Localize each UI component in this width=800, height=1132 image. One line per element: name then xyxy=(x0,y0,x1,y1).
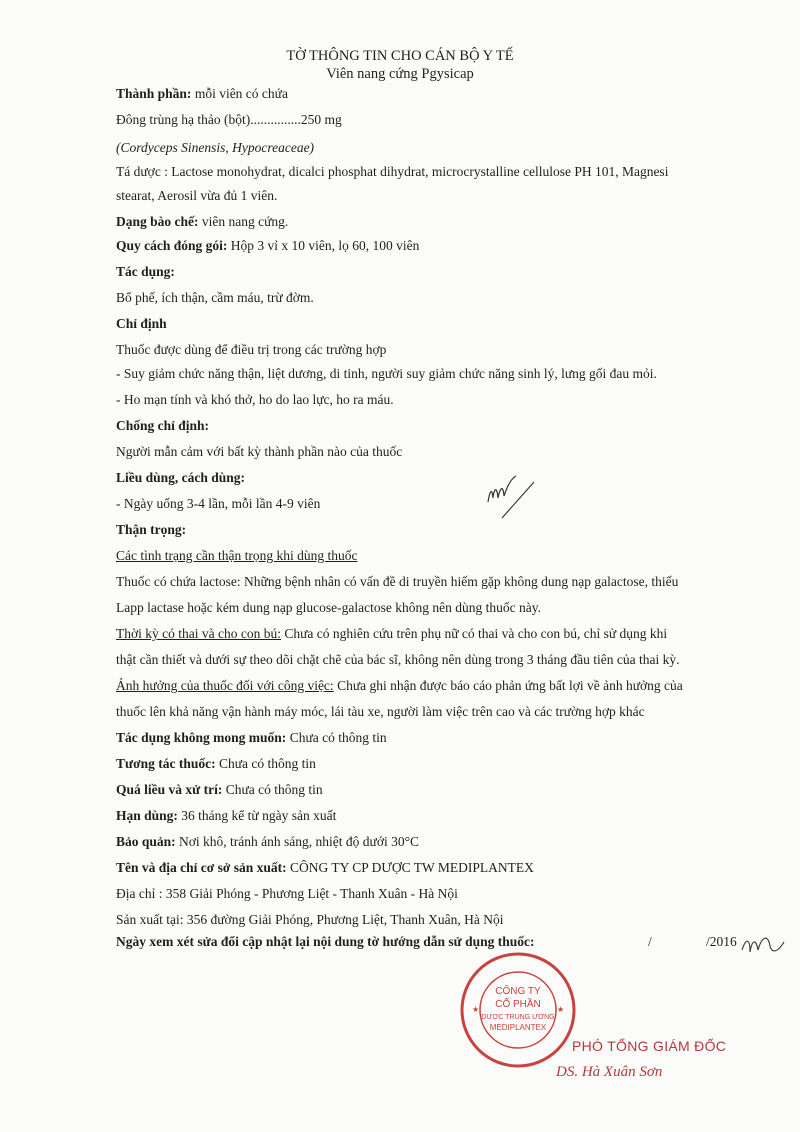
document-line xyxy=(116,886,458,902)
document-line xyxy=(116,392,394,408)
document-line xyxy=(116,86,288,102)
line-text: - Ngày uống 3-4 lần, mỗi lần 4-9 viên xyxy=(116,496,321,511)
stamp-line-1: CÔNG TY xyxy=(495,986,541,997)
document-line xyxy=(116,782,323,798)
line-bold-label: Tên và địa chỉ cơ sở sản xuất: xyxy=(116,860,287,875)
document-line xyxy=(116,860,534,876)
line-bold-label: Tác dụng không mong muốn: xyxy=(116,730,287,745)
line-text: Bổ phế, ích thận, cầm máu, trừ đờm. xyxy=(116,290,314,305)
line-bold-label: Chống chỉ định: xyxy=(116,418,210,433)
line-text: Chưa ghi nhận được báo cáo phản ứng bất lợi về ảnh hưởng của xyxy=(333,678,683,693)
line-text: thuốc lên khả năng vận hành máy móc, lái tàu xe, người làm việc trên cao và các trường hợp khác xyxy=(116,704,645,719)
line-bold-label: Ngày xem xét sửa đổi cập nhật lại nội dung tờ hướng dẫn sử dụng thuốc: xyxy=(116,934,535,949)
document-line xyxy=(116,112,342,128)
line-text: Người mẫn cảm với bất kỳ thành phần nào của thuốc xyxy=(116,444,403,459)
line-text: CÔNG TY CP DƯỢC TW MEDIPLANTEX xyxy=(286,860,534,875)
document-line xyxy=(116,164,668,180)
document-line xyxy=(116,290,314,306)
line-text: Chưa có nghiên cứu trên phụ nữ có thai và cho con bú, chỉ sử dụng khi xyxy=(280,626,668,641)
document-line xyxy=(116,418,209,434)
line-underlined-label: Các tình trạng cần thận trọng khi dùng thuốc xyxy=(116,548,358,563)
line-text: viên nang cứng. xyxy=(198,214,289,229)
line-text: Địa chỉ : 358 Giải Phóng - Phương Liệt - Thanh Xuân - Hà Nội xyxy=(116,886,458,901)
line-text: Thuốc có chứa lactose: Những bệnh nhân có vấn đề di truyền hiếm gặp không dung nạp galactose, thiếu xyxy=(116,574,679,589)
line-bold-label: Liều dùng, cách dùng: xyxy=(116,470,246,485)
company-stamp xyxy=(458,950,578,1070)
svg-text:★: ★ xyxy=(472,1005,480,1014)
document-line xyxy=(116,470,245,486)
handwritten-initials-date-mark xyxy=(738,930,788,962)
line-text: Hộp 3 vỉ x 10 viên, lọ 60, 100 viên xyxy=(227,238,420,253)
line-bold-label: Quy cách đóng gói: xyxy=(116,238,228,253)
line-bold-label: Tương tác thuốc: xyxy=(116,756,216,771)
line-text: Chưa có thông tin xyxy=(286,730,387,745)
document-line xyxy=(116,652,680,668)
line-bold-label: Hạn dùng: xyxy=(116,808,178,823)
line-bold-label: Tác dụng: xyxy=(116,264,175,279)
line-underlined-label: Ảnh hưởng của thuốc đối với công việc: xyxy=(116,678,334,693)
svg-text:★: ★ xyxy=(557,1005,565,1014)
document-line xyxy=(116,834,419,850)
line-text: Nơi khô, tránh ánh sáng, nhiệt độ dưới 30°C xyxy=(175,834,419,849)
line-text: Tá dược : Lactose monohydrat, dicalci phosphat dihydrat, microcrystalline cellulose PH 101, Magnesi xyxy=(116,164,669,179)
document-line xyxy=(116,188,277,204)
document-line xyxy=(116,316,167,332)
stamp-line-3: DƯỢC TRUNG ƯƠNG xyxy=(481,1014,555,1021)
document-line xyxy=(116,214,288,230)
date-year: /2016 xyxy=(706,934,737,949)
document-line xyxy=(116,548,357,564)
signer-title: PHÓ TỔNG GIÁM ĐỐC xyxy=(572,1038,727,1054)
document-line xyxy=(116,238,419,254)
document-line xyxy=(116,366,657,382)
line-bold-label: Thận trọng: xyxy=(116,522,187,537)
document-line xyxy=(116,444,402,460)
line-bold-label: Thành phần: xyxy=(116,86,192,101)
line-bold-label: Dạng bào chế: xyxy=(116,214,199,229)
line-text: stearat, Aerosil vừa đủ 1 viên. xyxy=(116,188,278,203)
signer-name: DS. Hà Xuân Sơn xyxy=(556,1064,663,1080)
document-line xyxy=(116,140,314,156)
document-line xyxy=(116,264,175,280)
stamp-line-2: CỔ PHẦN xyxy=(495,999,541,1010)
line-bold-label: Chỉ định xyxy=(116,316,167,331)
line-text: Chưa có thông tin xyxy=(215,756,316,771)
document-line xyxy=(116,808,336,824)
document-line xyxy=(116,600,541,616)
document-line xyxy=(116,678,683,694)
document-line xyxy=(116,912,504,928)
date-day-slash: / xyxy=(648,934,652,949)
line-text: - Ho mạn tính và khó thở, ho do lao lực, ho ra máu. xyxy=(116,392,394,407)
line-text: Sản xuất tại: 356 đường Giải Phóng, Phương Liệt, Thanh Xuân, Hà Nội xyxy=(116,912,504,927)
line-text: Lapp lactase hoặc kém dung nạp glucose-galactose không nên dùng thuốc này. xyxy=(116,600,541,615)
line-text: Chưa có thông tin xyxy=(222,782,323,797)
document-subtitle: Viên nang cứng Pgysicap xyxy=(326,66,474,82)
document-line xyxy=(116,756,316,772)
line-text: 36 tháng kể từ ngày sản xuất xyxy=(177,808,337,823)
document-line xyxy=(116,704,645,720)
line-bold-label: Quá liều và xử trí: xyxy=(116,782,223,797)
line-text: thật cần thiết và dưới sự theo dõi chặt chẽ của bác sĩ, không nên dùng trong 3 tháng đầu tiên của thai kỳ. xyxy=(116,652,680,667)
line-italic-text: (Cordyceps Sinensis, Hypocreaceae) xyxy=(116,140,315,155)
document-title: TỜ THÔNG TIN CHO CÁN BỘ Y TẾ xyxy=(286,48,514,64)
document-line xyxy=(116,496,320,512)
line-bold-label: Bảo quản: xyxy=(116,834,176,849)
handwritten-initials-mark xyxy=(482,468,542,524)
document-line xyxy=(116,934,534,950)
document-line xyxy=(116,626,667,642)
line-underlined-label: Thời kỳ có thai và cho con bú: xyxy=(116,626,281,641)
document-line xyxy=(116,730,387,746)
line-text: - Suy giảm chức năng thận, liệt dương, di tinh, người suy giảm chức năng sinh lý, lưng gối đau mỏi. xyxy=(116,366,657,381)
document-line xyxy=(116,342,386,358)
line-text: Thuốc được dùng để điều trị trong các trường hợp xyxy=(116,342,387,357)
line-text: mỗi viên có chứa xyxy=(191,86,288,101)
document-line xyxy=(116,574,678,590)
document-line xyxy=(116,522,186,538)
stamp-line-4: MEDIPLANTEX xyxy=(489,1023,547,1032)
line-text: Đông trùng hạ thảo (bột)...............250 mg xyxy=(116,112,342,127)
